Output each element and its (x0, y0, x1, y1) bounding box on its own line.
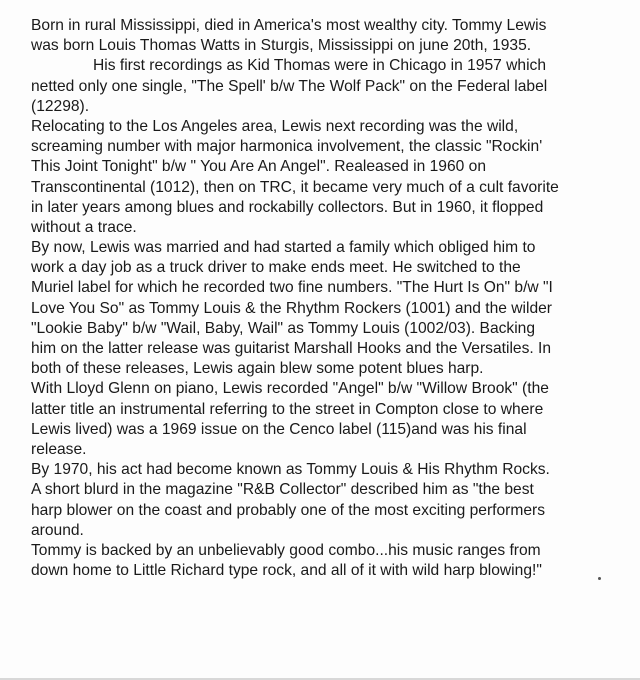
text-line: down home to Little Richard type rock, and all of it with wild harp blowing!" (31, 562, 542, 580)
text-line: Tommy is backed by an unbelievably good combo...his music ranges from (31, 541, 541, 559)
text-line: both of these releases, Lewis again blew some potent blues harp. (31, 360, 484, 378)
text-line: With Lloyd Glenn on piano, Lewis recorded "Angel" b/w "Willow Brook" (the (31, 380, 549, 398)
text-line: By 1970, his act had become known as Tommy Louis & His Rhythm Rocks. (31, 461, 550, 479)
text-line: Muriel label for which he recorded two fine numbers. "The Hurt Is On" b/w "I (31, 279, 553, 297)
text-line: screaming number with major harmonica involvement, the classic "Rockin' (31, 138, 543, 156)
text-line: in later years among blues and rockabilly collectors. But in 1960, it flopped (31, 198, 544, 216)
text-line: latter title an instrumental referring to the street in Compton close to where (31, 400, 544, 418)
text-line: A short blurd in the magazine "R&B Collector" described him as "the best (31, 481, 534, 499)
text-line: without a trace. (31, 218, 137, 236)
text-line: Transcontinental (1012), then on TRC, it became very much of a cult favorite (31, 178, 559, 196)
text-line: work a day job as a truck driver to make ends meet. He switched to the (31, 259, 521, 277)
scan-speck (598, 577, 601, 580)
text-line: (12298). (31, 97, 90, 115)
text-line: By now, Lewis was married and had started a family which obliged him to (31, 239, 536, 257)
biography-text (31, 16, 636, 581)
text-line: Born in rural Mississippi, died in America's most wealthy city. Tommy Lewis (31, 17, 547, 34)
text-line: His first recordings as Kid Thomas were in Chicago in 1957 which (93, 57, 547, 75)
text-line: "Lookie Baby" b/w "Wail, Baby, Wail" as Tommy Louis (1002/03). Backing (31, 319, 536, 337)
text-line: harp blower on the coast and probably one of the most exciting performers (31, 501, 546, 519)
text-line: netted only one single, "The Spell' b/w The Wolf Pack" on the Federal label (31, 77, 548, 95)
text-line: was born Louis Thomas Watts in Sturgis, Mississippi on june 20th, 1935. (31, 37, 532, 55)
text-line: Love You So" as Tommy Louis & the Rhythm Rockers (1001) and the wilder (31, 299, 552, 317)
text-line: release. (31, 440, 87, 458)
text-line: him on the latter release was guitarist Marshall Hooks and the Versatiles. In (31, 340, 552, 357)
text-line: Relocating to the Los Angeles area, Lewis next recording was the wild, (31, 117, 519, 135)
text-line: Lewis lived) was a 1969 issue on the Cenco label (115)and was his final (31, 420, 527, 438)
text-line: This Joint Tonight" b/w " You Are An Angel". Realeased in 1960 on (31, 158, 486, 176)
text-line: around. (31, 521, 84, 539)
